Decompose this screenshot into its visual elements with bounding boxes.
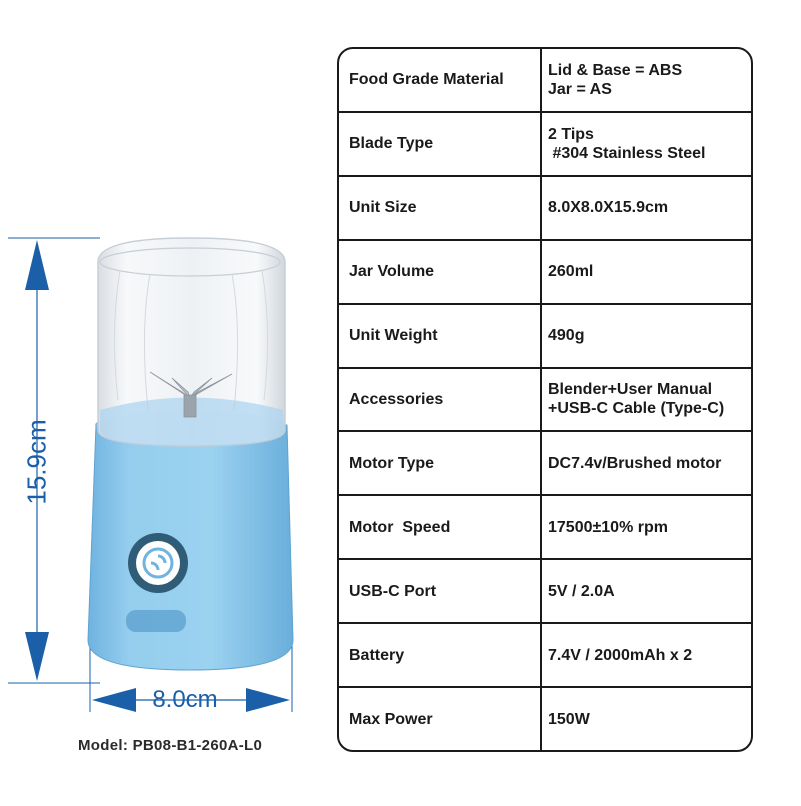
spec-value: 2 Tips #304 Stainless Steel bbox=[548, 125, 706, 162]
spec-row bbox=[339, 688, 751, 750]
spec-label: Battery bbox=[339, 624, 542, 686]
spec-label: USB-C Port bbox=[339, 560, 542, 622]
spec-row bbox=[339, 113, 751, 177]
spec-label: Unit Weight bbox=[339, 305, 542, 367]
spec-value: Lid & Base = ABS Jar = AS bbox=[548, 61, 683, 98]
spec-value: 8.0X8.0X15.9cm bbox=[548, 199, 669, 217]
product-illustration: 15.9cm 8.0cm Model: PB08-B1-260A-L0 bbox=[0, 0, 330, 801]
arrow-left-icon bbox=[92, 688, 136, 712]
spec-value: 5V / 2.0A bbox=[548, 582, 615, 600]
spec-value: 7.4V / 2000mAh x 2 bbox=[548, 646, 693, 664]
spec-value: 150W bbox=[548, 710, 590, 728]
spec-label: Food Grade Material bbox=[339, 49, 542, 111]
arrow-right-icon bbox=[246, 688, 290, 712]
spec-row bbox=[339, 432, 751, 496]
blender-base bbox=[88, 425, 293, 670]
spec-value: 17500±10% rpm bbox=[548, 518, 668, 536]
spec-table bbox=[337, 47, 753, 752]
spec-row bbox=[339, 369, 751, 433]
power-button-icon bbox=[128, 533, 188, 593]
spec-row bbox=[339, 560, 751, 624]
spec-row bbox=[339, 305, 751, 369]
spec-row bbox=[339, 241, 751, 305]
spec-value: DC7.4v/Brushed motor bbox=[548, 454, 722, 472]
spec-label: Jar Volume bbox=[339, 241, 542, 303]
width-label: 8.0cm bbox=[152, 686, 218, 713]
spec-label: Unit Size bbox=[339, 177, 542, 239]
spec-label: Motor Type bbox=[339, 432, 542, 494]
spec-label: Motor Speed bbox=[339, 496, 542, 558]
spec-value: 490g bbox=[548, 327, 585, 345]
spec-row bbox=[339, 496, 751, 560]
spec-label: Blade Type bbox=[339, 113, 542, 175]
spec-row bbox=[339, 49, 751, 113]
spec-value: Blender+User Manual +USB-C Cable (Type-C) bbox=[548, 381, 725, 418]
spec-value: 260ml bbox=[548, 263, 594, 281]
spec-label: Accessories bbox=[339, 369, 542, 431]
spec-label: Max Power bbox=[339, 688, 542, 750]
spec-row bbox=[339, 177, 751, 241]
arrow-down-icon bbox=[25, 632, 49, 681]
charging-port-icon bbox=[126, 610, 186, 632]
spec-row bbox=[339, 624, 751, 688]
model-number: Model: PB08-B1-260A-L0 bbox=[78, 737, 263, 754]
blender-drawing bbox=[0, 0, 330, 801]
arrow-up-icon bbox=[25, 240, 49, 290]
